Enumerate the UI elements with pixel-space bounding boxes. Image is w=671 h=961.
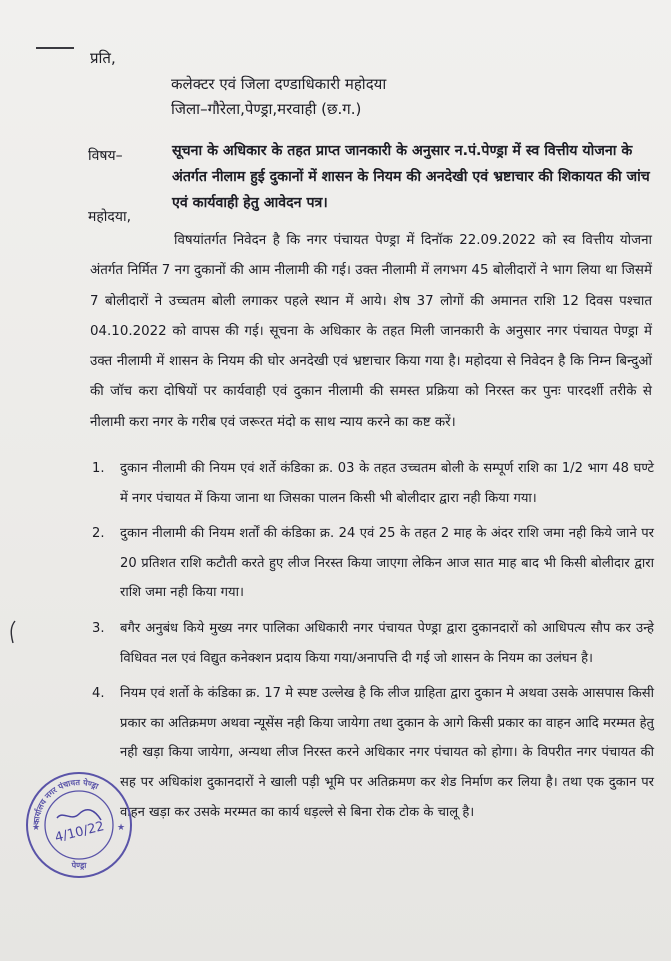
point-number: 4. [92,686,105,702]
list-item [92,454,654,513]
stamp-ring-text: कार्यालय नगर पंचायत पेण्ड्रा [31,777,100,826]
point-number: 2. [92,526,105,542]
points-list [92,454,654,833]
svg-text:कार्यालय नगर पंचायत पेण्ड्रा [32,777,101,826]
recipient-line-2: जिला–गौरेला,पेण्ड्रा,मरवाही (छ.ग.) [171,100,362,118]
salutation: महोदया, [88,209,132,225]
point-text: दुकान नीलामी की नियम एवं शर्ते कंडिका क्र. 03 के तहत उच्चतम बोली के सम्पूर्ण राशि का 1/2 भाग 48 घण्टे में नगर पंचायत में किया जाना था जिसका पालन किसी भी बोलीदार द्वारा नही किया गया। [120,461,654,506]
margin-pen-mark [8,620,18,644]
point-text: बगैर अनुबंध किये मुख्य नगर पालिका अधिकारी नगर पंचायत पेण्ड्रा द्वारा दुकानदारों को आधिपत्य सौप कर उन्हे विधिवत नल एवं विद्युत कनेक्शन प्रदाय किया गया/अनापत्ति दी गई जो शासन के नियम का उलंघन है। [120,620,654,666]
svg-text:★: ★ [32,823,41,833]
point-text: नियम एवं शर्तो के कंडिका क्र. 17 मे स्पष्ट उल्लेख है कि लीज ग्राहिता द्वारा दुकान मे अथवा उसके आसपास किसी प्रकार का अतिक्रमण अथवा न्यूसेंस नही किया जायेगा तथा दुकान के आगे किसी प्रकार का वाहन आदि मरम्मत हेतु नही खड़ा किया जायेगा, अन्यथा लीज निरस्त करने अधिकार नगर पंचायत को होगा। के विपरीत नगर पंचायत की सह पर अधिकांश दुकानदारों ने खाली पड़ी भूमि पर अतिक्रमण कर शेड निर्माण कर लिया है। तथा एक दुकान पर वाहन खड़ा कर उसके मरम्मत का कार्य धड़ल्ले से बिना रोक टोक के चालू है। [120,686,654,820]
list-item [92,679,654,827]
office-stamp [23,770,135,880]
recipient-line-1: कलेक्टर एवं जिला दण्डाधिकारी महोदया [171,75,387,93]
list-item [92,519,654,608]
stamp-bottom-text: पेण्ड्रा [71,861,87,870]
to-label: प्रति, [90,49,116,67]
top-dash-mark [36,47,74,49]
point-number: 1. [92,461,105,476]
point-number: 3. [92,620,105,636]
list-item [92,614,654,673]
svg-text:★: ★ [117,823,126,833]
body-paragraph: विषयांतर्गत निवेदन है कि नगर पंचायत पेण्ड्रा में दिनॉक 22.09.2022 को स्व वित्तीय योजना अंतर्गत निर्मित 7 नग दुकानों की आम नीलामी की गई। उक्त नीलामी में लगभग 45 बोलीदारों ने भाग लिया था जिसमें 7 बोलीदारों ने उच्चतम बोली लगाकर पहले स्थान में आये। शेष 37 लोगों की अमानत राशि 12 दिवस पश्चात 04.10.2022 को वापस की गई। सूचना के अधिकार के तहत मिली जानकारी के अनुसार नगर पंचायत पेण्ड्रा में उक्त नीलामी में शासन के नियम की घोर अनदेखी एवं भ्रष्टाचार किया गया है। महोदया से निवेदन है कि निम्न बिन्दुओं की जॉच करा दोषियों पर कार्यवाही एवं दुकान नीलामी की समस्त प्रक्रिया को निरस्त कर पुनः पारदर्शी तरीके से नीलामी करा नगर के गरीब एवं जरूरत मंदो क साथ न्याय करने का कष्ट करें। [90,233,652,430]
point-text: दुकान नीलामी की नियम शर्तों की कंडिका क्र. 24 एवं 25 के तहत 2 माह के अंदर राशि जमा नही किये जाने पर 20 प्रतिशत राशि कटौती करते हुए लीज निरस्त किया जाएगा लेकिन आज सात माह बाद भी किसी बोलीदार द्वारा राशि जमा नही किया गया। [120,526,654,601]
subject-label: विषय– [88,148,123,164]
subject-text: सूचना के अधिकार के तहत प्राप्त जानकारी के अनुसार न.पं.पेण्ड्रा में स्व वित्तीय योजना के अंतर्गत नीलाम हुई दुकानों में शासन के नियम की अनदेखी एवं भ्रष्टाचार की शिकायत की जांच एवं कार्यवाही हेतु आवेदन पत्र। [172,143,650,211]
stamp-handwritten-date: 4/10/22 [53,819,106,846]
